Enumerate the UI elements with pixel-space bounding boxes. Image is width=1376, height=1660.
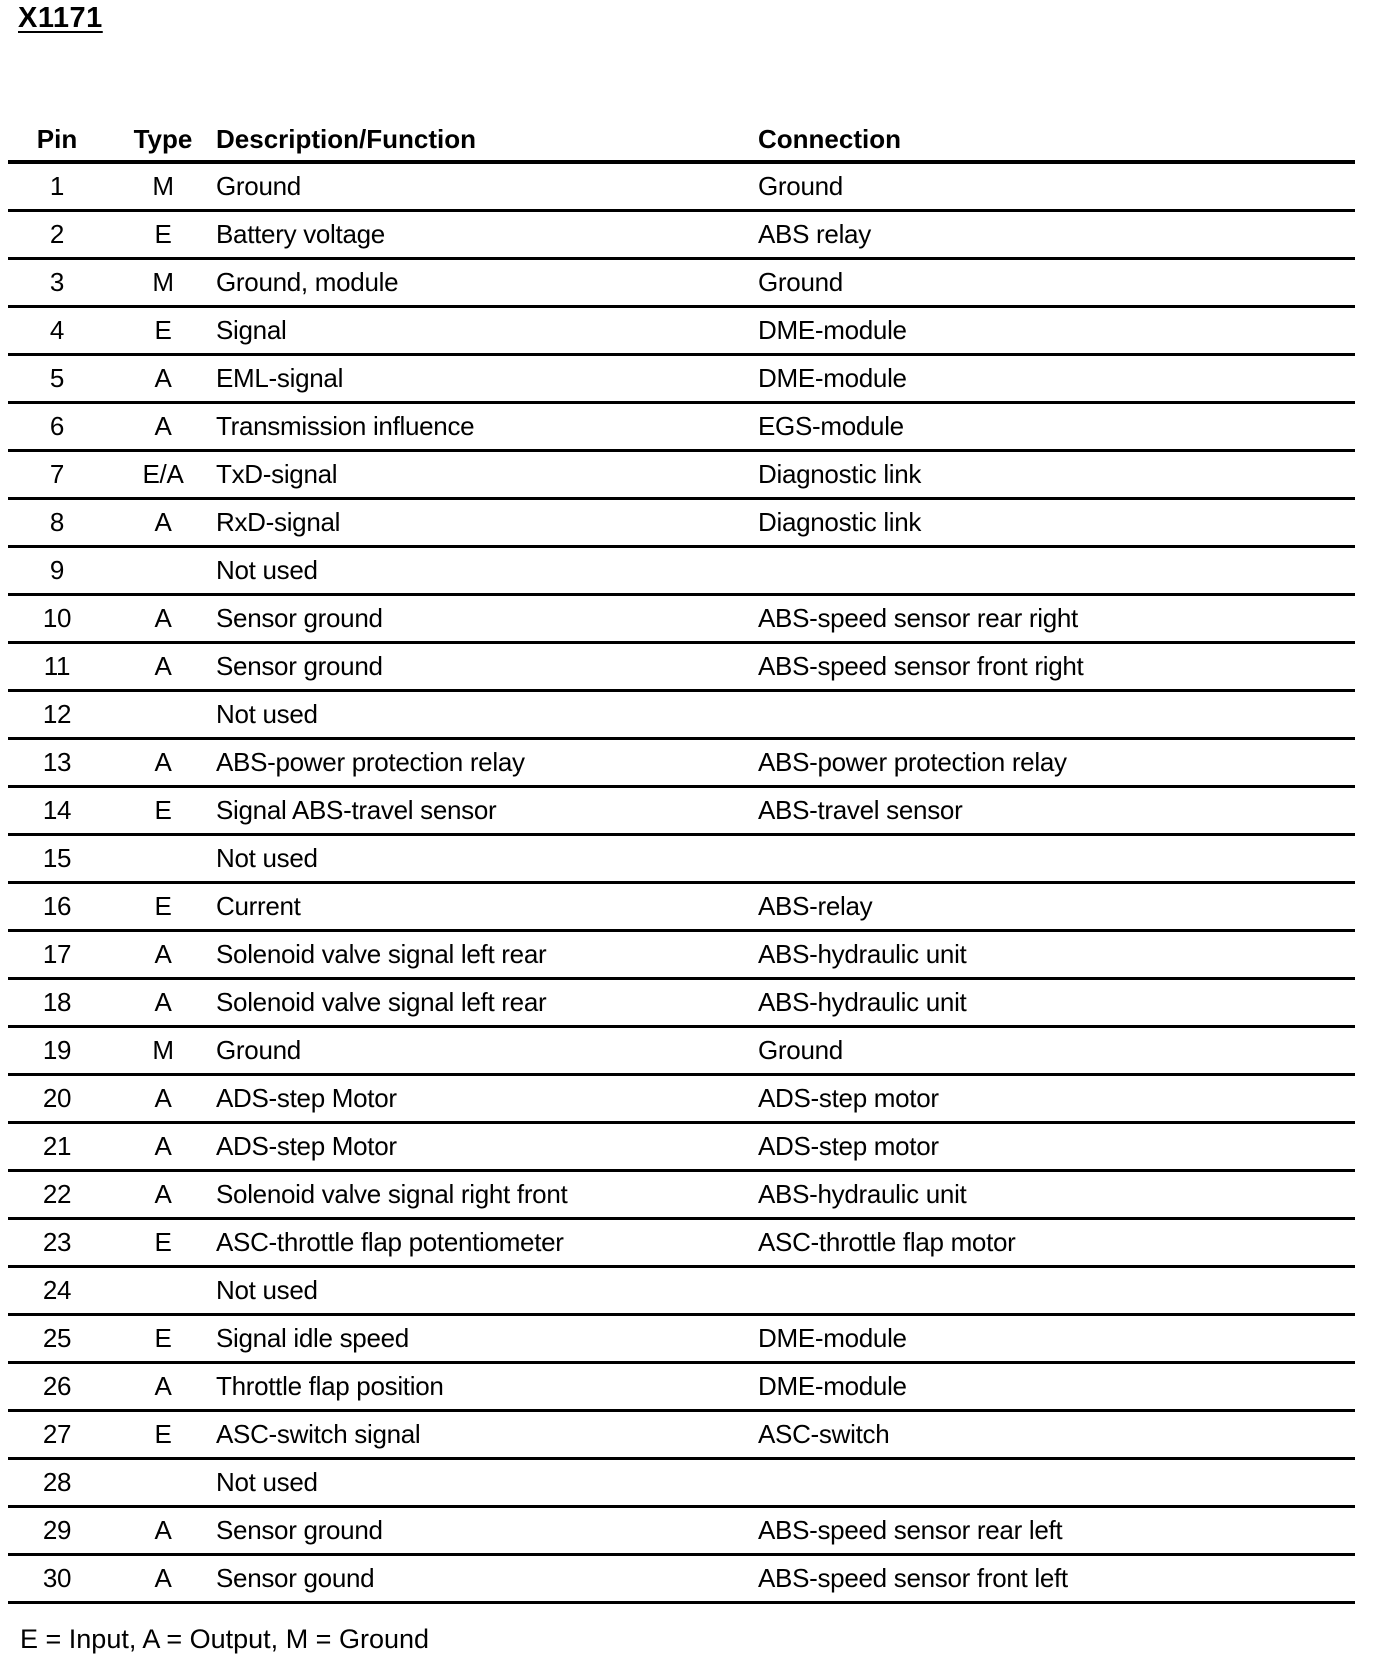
table-row xyxy=(8,307,1355,355)
type-cell: E xyxy=(116,211,210,259)
connection-cell: ABS-travel sensor xyxy=(758,787,1355,835)
pin-cell: 3 xyxy=(8,259,116,307)
header-connection: Connection xyxy=(758,118,1355,162)
pin-cell: 7 xyxy=(8,451,116,499)
type-cell xyxy=(116,1267,210,1315)
type-cell: A xyxy=(116,595,210,643)
table-row xyxy=(8,931,1355,979)
pin-cell: 13 xyxy=(8,739,116,787)
description-cell: ABS-power protection relay xyxy=(210,739,758,787)
connection-cell: DME-module xyxy=(758,355,1355,403)
type-cell: A xyxy=(116,1507,210,1555)
connection-cell: Ground xyxy=(758,259,1355,307)
table-row xyxy=(8,499,1355,547)
pin-cell: 2 xyxy=(8,211,116,259)
description-cell: Ground xyxy=(210,1027,758,1075)
table-row xyxy=(8,1459,1355,1507)
description-cell: Not used xyxy=(210,835,758,883)
connection-cell: ASC-throttle flap motor xyxy=(758,1219,1355,1267)
connection-cell: EGS-module xyxy=(758,403,1355,451)
description-cell: RxD-signal xyxy=(210,499,758,547)
table-row xyxy=(8,1219,1355,1267)
description-cell: Ground, module xyxy=(210,259,758,307)
table-row xyxy=(8,1123,1355,1171)
type-cell: A xyxy=(116,355,210,403)
type-legend: E = Input, A = Output, M = Ground xyxy=(20,1624,430,1654)
pin-cell: 21 xyxy=(8,1123,116,1171)
type-cell: A xyxy=(116,1075,210,1123)
pin-cell: 20 xyxy=(8,1075,116,1123)
table-row xyxy=(8,1555,1355,1603)
type-cell: E xyxy=(116,307,210,355)
connection-cell: ABS-speed sensor front left xyxy=(758,1555,1355,1603)
type-cell xyxy=(116,691,210,739)
connection-cell: ABS-speed sensor rear right xyxy=(758,595,1355,643)
type-cell: E/A xyxy=(116,451,210,499)
description-cell: Solenoid valve signal left rear xyxy=(210,979,758,1027)
connection-cell: Ground xyxy=(758,1027,1355,1075)
pin-cell: 5 xyxy=(8,355,116,403)
table-row xyxy=(8,1027,1355,1075)
pin-cell: 28 xyxy=(8,1459,116,1507)
type-cell xyxy=(116,835,210,883)
table-row xyxy=(8,691,1355,739)
type-cell: A xyxy=(116,931,210,979)
type-cell: A xyxy=(116,1555,210,1603)
table-row xyxy=(8,595,1355,643)
description-cell: Signal xyxy=(210,307,758,355)
pin-cell: 29 xyxy=(8,1507,116,1555)
pin-cell: 23 xyxy=(8,1219,116,1267)
description-cell: Ground xyxy=(210,162,758,211)
table-row xyxy=(8,211,1355,259)
pin-cell: 6 xyxy=(8,403,116,451)
pin-cell: 25 xyxy=(8,1315,116,1363)
table-row xyxy=(8,1075,1355,1123)
header-description: Description/Function xyxy=(210,118,758,162)
connection-cell: ABS relay xyxy=(758,211,1355,259)
table-row xyxy=(8,1315,1355,1363)
type-cell: A xyxy=(116,1123,210,1171)
pin-cell: 30 xyxy=(8,1555,116,1603)
description-cell: ASC-throttle flap potentiometer xyxy=(210,1219,758,1267)
pin-cell: 24 xyxy=(8,1267,116,1315)
table-row xyxy=(8,979,1355,1027)
type-cell: A xyxy=(116,403,210,451)
table-row xyxy=(8,1267,1355,1315)
type-cell: A xyxy=(116,643,210,691)
pin-table xyxy=(8,118,1355,1604)
connection-cell: DME-module xyxy=(758,1315,1355,1363)
description-cell: Sensor gound xyxy=(210,1555,758,1603)
description-cell: Signal ABS-travel sensor xyxy=(210,787,758,835)
description-cell: Sensor ground xyxy=(210,643,758,691)
pin-cell: 27 xyxy=(8,1411,116,1459)
table-row xyxy=(8,835,1355,883)
description-cell: Not used xyxy=(210,691,758,739)
description-cell: ADS-step Motor xyxy=(210,1075,758,1123)
connection-cell: ABS-hydraulic unit xyxy=(758,1171,1355,1219)
type-cell: M xyxy=(116,162,210,211)
table-row xyxy=(8,259,1355,307)
connection-cell xyxy=(758,1459,1355,1507)
connector-title: X1171 xyxy=(18,2,103,34)
table-row xyxy=(8,355,1355,403)
table-row xyxy=(8,1171,1355,1219)
table-row xyxy=(8,547,1355,595)
table-row xyxy=(8,1411,1355,1459)
type-cell: A xyxy=(116,1363,210,1411)
header-pin: Pin xyxy=(8,118,116,162)
type-cell: E xyxy=(116,883,210,931)
pin-cell: 15 xyxy=(8,835,116,883)
type-cell: E xyxy=(116,1411,210,1459)
connection-cell xyxy=(758,1267,1355,1315)
connection-cell: ABS-hydraulic unit xyxy=(758,931,1355,979)
connection-cell: ABS-relay xyxy=(758,883,1355,931)
connection-cell: Diagnostic link xyxy=(758,499,1355,547)
type-cell xyxy=(116,1459,210,1507)
description-cell: Not used xyxy=(210,547,758,595)
type-cell: E xyxy=(116,1315,210,1363)
table-row xyxy=(8,643,1355,691)
description-cell: Sensor ground xyxy=(210,595,758,643)
connection-cell: Diagnostic link xyxy=(758,451,1355,499)
description-cell: TxD-signal xyxy=(210,451,758,499)
description-cell: Signal idle speed xyxy=(210,1315,758,1363)
header-type: Type xyxy=(116,118,210,162)
table-row xyxy=(8,1363,1355,1411)
type-cell: A xyxy=(116,1171,210,1219)
table-row xyxy=(8,787,1355,835)
pin-cell: 8 xyxy=(8,499,116,547)
pin-cell: 10 xyxy=(8,595,116,643)
table-header-row xyxy=(8,118,1355,162)
table-row xyxy=(8,739,1355,787)
description-cell: Solenoid valve signal left rear xyxy=(210,931,758,979)
description-cell: EML-signal xyxy=(210,355,758,403)
pin-cell: 19 xyxy=(8,1027,116,1075)
pin-cell: 17 xyxy=(8,931,116,979)
pin-cell: 1 xyxy=(8,162,116,211)
table-row xyxy=(8,403,1355,451)
pin-cell: 4 xyxy=(8,307,116,355)
connection-cell xyxy=(758,835,1355,883)
pin-cell: 9 xyxy=(8,547,116,595)
connection-cell: ASC-switch xyxy=(758,1411,1355,1459)
connection-cell: ABS-speed sensor rear left xyxy=(758,1507,1355,1555)
pin-cell: 22 xyxy=(8,1171,116,1219)
description-cell: Throttle flap position xyxy=(210,1363,758,1411)
description-cell: Sensor ground xyxy=(210,1507,758,1555)
description-cell: Battery voltage xyxy=(210,211,758,259)
connection-cell: DME-module xyxy=(758,307,1355,355)
description-cell: Transmission influence xyxy=(210,403,758,451)
pin-rows xyxy=(8,162,1355,1603)
pin-cell: 18 xyxy=(8,979,116,1027)
connection-cell: ABS-hydraulic unit xyxy=(758,979,1355,1027)
connection-cell: DME-module xyxy=(758,1363,1355,1411)
description-cell: ASC-switch signal xyxy=(210,1411,758,1459)
description-cell: Not used xyxy=(210,1459,758,1507)
connection-cell: ADS-step motor xyxy=(758,1123,1355,1171)
pin-cell: 12 xyxy=(8,691,116,739)
pin-cell: 11 xyxy=(8,643,116,691)
connection-cell: ABS-power protection relay xyxy=(758,739,1355,787)
connection-cell: Ground xyxy=(758,162,1355,211)
type-cell: E xyxy=(116,787,210,835)
type-cell: A xyxy=(116,499,210,547)
type-cell: A xyxy=(116,739,210,787)
type-cell xyxy=(116,547,210,595)
connection-cell xyxy=(758,691,1355,739)
description-cell: ADS-step Motor xyxy=(210,1123,758,1171)
table-row xyxy=(8,1507,1355,1555)
connection-cell xyxy=(758,547,1355,595)
pin-cell: 16 xyxy=(8,883,116,931)
table-row xyxy=(8,883,1355,931)
description-cell: Current xyxy=(210,883,758,931)
type-cell: M xyxy=(116,259,210,307)
pin-cell: 14 xyxy=(8,787,116,835)
connection-cell: ADS-step motor xyxy=(758,1075,1355,1123)
type-cell: A xyxy=(116,979,210,1027)
type-cell: E xyxy=(116,1219,210,1267)
type-cell: M xyxy=(116,1027,210,1075)
table-row xyxy=(8,451,1355,499)
table-row xyxy=(8,162,1355,211)
connection-cell: ABS-speed sensor front right xyxy=(758,643,1355,691)
pin-cell: 26 xyxy=(8,1363,116,1411)
description-cell: Solenoid valve signal right front xyxy=(210,1171,758,1219)
description-cell: Not used xyxy=(210,1267,758,1315)
